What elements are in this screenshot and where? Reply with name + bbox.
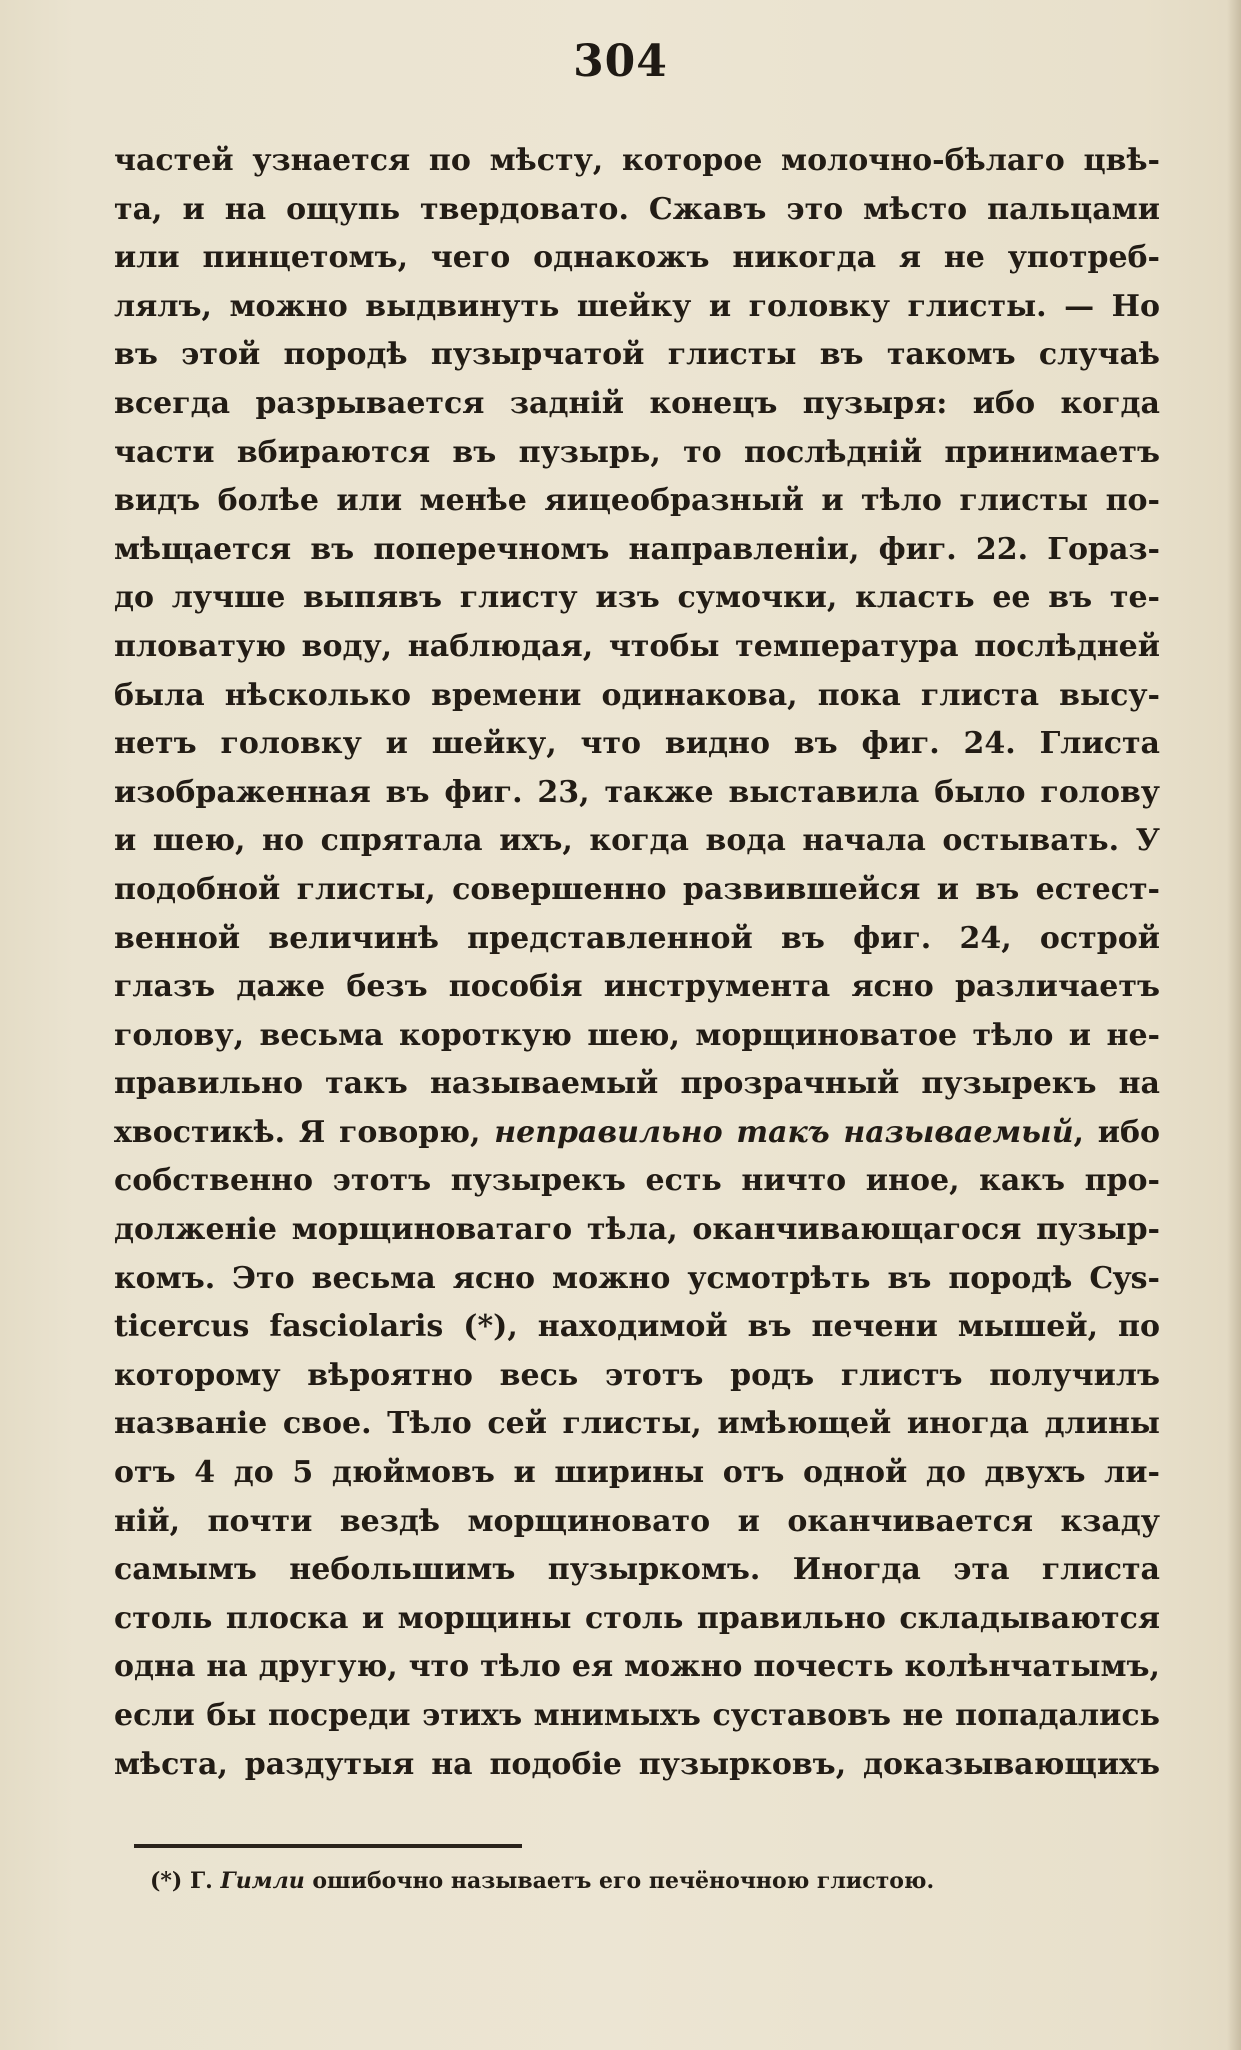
text-line: если бы посреди этихъ мнимыхъ суставовъ не попадались <box>114 1698 1160 1733</box>
text-line: или пинцетомъ, чего однакожъ никогда я не употреб- <box>114 240 1160 276</box>
text-line: столь плоска и морщины столь правильно складываются <box>114 1600 1160 1636</box>
body-text <box>114 137 1160 1789</box>
footnote-separator <box>134 1844 522 1848</box>
text-line: изображенная въ фиг. 23, также выставила было голову <box>114 774 1160 810</box>
text-line: которому вѣроятно весь этотъ родъ глистъ получилъ <box>114 1357 1160 1393</box>
text-line: самымъ небольшимъ пузыркомъ. Иногда эта глиста <box>114 1552 1160 1588</box>
text-line: лялъ, можно выдвинуть шейку и головку глисты. — Но <box>114 288 1160 324</box>
text-line: голову, весьма короткую шею, морщиноватое тѣло и не- <box>114 1017 1160 1053</box>
text-line: отъ 4 до 5 дюймовъ и ширины отъ одной до двухъ ли- <box>114 1455 1160 1491</box>
text-line: частей узнается по мѣсту, которое молочно-бѣлаго цвѣ- <box>114 143 1160 178</box>
text-line: ній, почти вездѣ морщиновато и оканчивается кзаду <box>114 1503 1160 1539</box>
page-number: 304 <box>573 36 668 87</box>
footnote <box>150 1868 934 1894</box>
text-line-with-italic <box>114 1109 1160 1158</box>
page-edge-shadow <box>1227 0 1241 2050</box>
text-line: видъ болѣе или менѣе яицеобразный и тѣло глисты по- <box>114 483 1160 519</box>
text-line: нетъ головку и шейку, что видно въ фиг. 24. Глиста <box>114 726 1160 762</box>
text-line: всегда разрывается задній конецъ пузыря: ибо когда <box>114 385 1160 421</box>
text-line: правильно такъ называемый прозрачный пузырекъ на <box>114 1066 1160 1102</box>
text-line: собственно этотъ пузырекъ есть ничто иное, какъ про- <box>114 1163 1160 1199</box>
text-line: одна на другую, что тѣло ея можно почесть колѣнчатымъ, <box>114 1649 1160 1685</box>
text-line: до лучше выпявъ глисту изъ сумочки, класть ее въ те- <box>114 580 1160 616</box>
text-segment: , ибо <box>1073 1114 1160 1150</box>
text-line: венной величинѣ представленной въ фиг. 24, острой <box>114 920 1160 956</box>
text-segment: хвостикѣ. Я говорю, <box>114 1114 495 1150</box>
text-line: ticercus fasciolaris (*), находимой въ печени мышей, по <box>114 1309 1160 1345</box>
text-line: названіе свое. Тѣло сей глисты, имѣющей иногда длины <box>114 1406 1160 1442</box>
text-line: была нѣсколько времени одинакова, пока глиста высу- <box>114 677 1160 713</box>
text-line: части вбираются въ пузырь, то послѣдній принимаетъ <box>114 434 1160 470</box>
text-line: комъ. Это весьма ясно можно усмотрѣть въ породѣ Cys- <box>114 1260 1160 1296</box>
text-line: мѣщается въ поперечномъ направленіи, фиг. 22. Гораз- <box>114 531 1160 567</box>
text-line: въ этой породѣ пузырчатой глисты въ такомъ случаѣ <box>114 337 1160 373</box>
footnote-text: ошибочно называетъ его печёночною глистою. <box>304 1868 935 1894</box>
text-line: мѣста, раздутыя на подобіе пузырковъ, доказывающихъ <box>114 1746 1160 1782</box>
text-line: долженіе морщиноватаго тѣла, оканчивающагося пузыр- <box>114 1212 1160 1248</box>
text-line: и шею, но спрятала ихъ, когда вода начала остывать. У <box>114 823 1160 859</box>
text-line: глазъ даже безъ пособія инструмента ясно различаетъ <box>114 969 1160 1005</box>
footnote-author: Гимли <box>220 1868 305 1894</box>
footnote-marker: (*) Г. <box>150 1868 221 1894</box>
italic-phrase: неправильно такъ называемый <box>494 1114 1074 1150</box>
text-line: подобной глисты, совершенно развившейся и въ естест- <box>114 871 1160 907</box>
text-line: пловатую воду, наблюдая, чтобы температура послѣдней <box>114 628 1160 664</box>
text-line: та, и на ощупь твердовато. Сжавъ это мѣсто пальцами <box>114 191 1160 227</box>
